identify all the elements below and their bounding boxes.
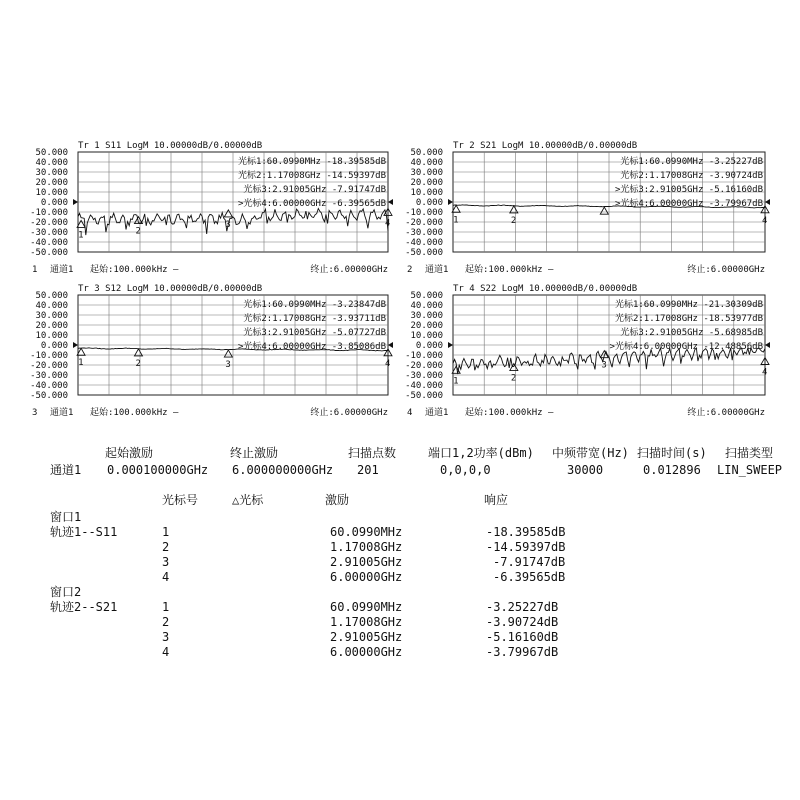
- panel-4-marker-4-tag: 4: [762, 367, 768, 378]
- w1-row3-resp: -7.91747dB: [493, 555, 566, 569]
- trace-1-label: 轨迹1--S11: [50, 525, 118, 539]
- summary-channel: 通道1: [50, 463, 82, 477]
- panel-1-ytick: -50.000: [30, 248, 68, 258]
- w1-row4-no: 4: [162, 570, 170, 584]
- panel-2-ytick: 30.000: [410, 168, 443, 178]
- panel-2-footer-channel: 通道1: [425, 265, 449, 275]
- w1-row1-stim: 60.0990MHz: [330, 525, 403, 539]
- panel-3-ytick: 0.000: [40, 341, 68, 351]
- panel-3-marker-4-tag: 4: [385, 358, 391, 369]
- panel-2-marker-4-tag: 4: [762, 215, 768, 226]
- panel-4-ytick: -30.000: [405, 371, 443, 381]
- window-1-label: 窗口1: [50, 510, 82, 524]
- panel-3-ref-right: [388, 342, 393, 348]
- panel-3-ytick: -10.000: [30, 351, 68, 361]
- panel-1-ytick: -10.000: [30, 208, 68, 218]
- panel-4-marker-3-tag: 3: [601, 360, 607, 371]
- panel-2-ytick: -50.000: [405, 248, 443, 258]
- trace-2-label: 轨迹2--S21: [50, 600, 118, 614]
- panel-2-ytick: 40.000: [410, 158, 443, 168]
- panel-3-marker-4-readout: >光标4:6.00000GHz -3.85086dB: [237, 342, 386, 352]
- val-stop-stim: 6.000000000GHz: [232, 463, 334, 477]
- panel-3-marker-3-tag: 3: [225, 360, 231, 371]
- panel-3-footer-stop: 终止:6.00000GHz: [310, 408, 388, 418]
- panel-4-footer-stop: 终止:6.00000GHz: [687, 408, 765, 418]
- panel-1-ytick: 20.000: [35, 178, 68, 188]
- panel-4-ytick: 40.000: [410, 301, 443, 311]
- panel-4-footer-num: 4: [407, 408, 413, 418]
- val-sweep-points: 201: [357, 463, 379, 477]
- w1-row2-no: 2: [162, 540, 170, 554]
- hdr-sweep-points: 扫描点数: [348, 446, 397, 460]
- val-sweep-time: 0.012896: [643, 463, 701, 477]
- panel-3-ytick: 10.000: [35, 331, 68, 341]
- panel-3-footer-num: 3: [32, 408, 38, 418]
- panel-2-ytick: -10.000: [405, 208, 443, 218]
- window-2-label: 窗口2: [50, 585, 82, 599]
- panel-1-footer-num: 1: [32, 265, 38, 275]
- panel-1-ref-left: [73, 199, 78, 205]
- val-port-power: 0,0,0,0: [440, 463, 491, 477]
- panel-1-marker-3-readout: 光标3:2.91005GHz -7.91747dB: [243, 185, 386, 195]
- panel-2-marker-2-tag: 2: [510, 215, 517, 226]
- hdr-sweep-type: 扫描类型: [725, 446, 774, 460]
- panel-2-marker-4-readout: >光标4:6.00000GHz -3.79967dB: [614, 199, 763, 209]
- w2-row3-resp: -5.16160dB: [486, 630, 559, 644]
- panel-1-footer-channel: 通道1: [50, 265, 74, 275]
- panel-4-marker-4-readout: >光标4:6.00000GHz -12.48856dB: [609, 342, 763, 352]
- panel-3-footer-channel: 通道1: [50, 408, 74, 418]
- panel-4-marker-1-readout: 光标1:60.0990MHz -21.30309dB: [614, 300, 763, 310]
- panel-3-marker-3-readout: 光标3:2.91005GHz -5.07727dB: [243, 328, 386, 338]
- panel-4-ytick: 50.000: [410, 291, 443, 301]
- val-start-stim: 0.000100000GHz: [107, 463, 209, 477]
- panel-3-ytick: 40.000: [35, 301, 68, 311]
- panel-3-marker-2-readout: 光标2:1.17008GHz -3.93711dB: [243, 314, 386, 324]
- w2-row3-stim: 2.91005GHz: [330, 630, 403, 644]
- panel-2-marker-1-tag: 1: [453, 215, 459, 226]
- panel-3-ytick: -50.000: [30, 391, 68, 401]
- panel-3-footer-start: 起始:100.000kHz —: [90, 408, 179, 418]
- panel-1-marker-2-readout: 光标2:1.17008GHz -14.59397dB: [237, 171, 386, 181]
- panel-1-marker-3-tag: 3: [225, 219, 231, 230]
- w2-row2-resp: -3.90724dB: [486, 615, 559, 629]
- panel-2-marker-3-readout: >光标3:2.91005GHz -5.16160dB: [614, 185, 763, 195]
- panel-4-marker-1-tag: 1: [453, 376, 459, 387]
- panel-3-marker-3: [224, 350, 232, 357]
- hdr-marker-no: 光标号: [162, 493, 199, 507]
- panel-2-marker-3: [600, 207, 608, 214]
- panel-4-ytick: 20.000: [410, 321, 443, 331]
- panel-3-ytick: 30.000: [35, 311, 68, 321]
- panel-1-marker-2-tag: 2: [135, 226, 141, 237]
- panel-1-marker-1-readout: 光标1:60.0990MHz -18.39585dB: [237, 157, 386, 167]
- panel-4-ytick: -50.000: [405, 391, 443, 401]
- w2-row4-resp: -3.79967dB: [486, 645, 559, 659]
- panel-1-marker-1-tag: 1: [78, 230, 84, 241]
- panel-3-marker-2-tag: 2: [135, 358, 141, 369]
- panel-4-marker-3-readout: 光标3:2.91005GHz -5.68985dB: [620, 328, 763, 338]
- panel-1-ytick: -20.000: [30, 218, 68, 228]
- w1-row3-no: 3: [162, 555, 170, 569]
- panel-4-marker-2: [510, 364, 518, 371]
- panel-2-ytick: -40.000: [405, 238, 443, 248]
- panel-2-ref-left: [448, 199, 453, 205]
- panel-3-ytick: -40.000: [30, 381, 68, 391]
- panel-1-ytick: -40.000: [30, 238, 68, 248]
- panel-4-ref-left: [448, 342, 453, 348]
- panel-1-ytick: 0.000: [40, 198, 68, 208]
- panel-1-ref-right: [388, 199, 393, 205]
- panel-2-header: Tr 2 S21 LogM 10.00000dB/0.00000dB: [453, 141, 638, 151]
- hdr-port-power: 端口1,2功率(dBm): [428, 446, 534, 460]
- w2-row2-stim: 1.17008GHz: [330, 615, 403, 629]
- panel-4-ytick: 30.000: [410, 311, 443, 321]
- panel-3-ytick: 20.000: [35, 321, 68, 331]
- panel-2-ytick: -30.000: [405, 228, 443, 238]
- val-if-bw: 30000: [567, 463, 604, 477]
- panel-1-header: Tr 1 S11 LogM 10.00000dB/0.00000dB: [78, 141, 263, 151]
- panel-3-ytick: -30.000: [30, 371, 68, 381]
- panel-3-marker-1-tag: 1: [78, 358, 84, 369]
- panel-1-ytick: 30.000: [35, 168, 68, 178]
- panel-4-marker-2-tag: 2: [510, 373, 517, 384]
- panel-2-ytick: 10.000: [410, 188, 443, 198]
- panel-4-ref-right: [765, 342, 770, 348]
- hdr-stop-stim: 终止激励: [230, 446, 279, 460]
- w1-row4-stim: 6.00000GHz: [330, 570, 403, 584]
- panel-2-footer-stop: 终止:6.00000GHz: [687, 265, 765, 275]
- panel-4-marker-2-readout: 光标2:1.17008GHz -18.53977dB: [614, 314, 763, 324]
- panel-3-ytick: 50.000: [35, 291, 68, 301]
- hdr-sweep-time: 扫描时间(s): [637, 446, 707, 460]
- panel-1-ytick: 10.000: [35, 188, 68, 198]
- w2-row1-resp: -3.25227dB: [486, 600, 559, 614]
- w1-row1-no: 1: [162, 525, 170, 539]
- panel-3-header: Tr 3 S12 LogM 10.00000dB/0.00000dB: [78, 284, 263, 294]
- panel-2-footer-num: 2: [407, 265, 413, 275]
- panel-1-marker-4-readout: >光标4:6.00000GHz -6.39565dB: [237, 199, 386, 209]
- panel-3-ref-left: [73, 342, 78, 348]
- marker-table: [0, 493, 800, 663]
- hdr-response: 响应: [484, 493, 509, 507]
- panel-3-ytick: -20.000: [30, 361, 68, 371]
- w2-row1-no: 1: [162, 600, 170, 614]
- w2-row3-no: 3: [162, 630, 170, 644]
- panel-4-ytick: -40.000: [405, 381, 443, 391]
- panel-1-footer-start: 起始:100.000kHz —: [90, 265, 179, 275]
- panel-4-footer-start: 起始:100.000kHz —: [465, 408, 554, 418]
- panel-2-ytick: -20.000: [405, 218, 443, 228]
- w1-row2-stim: 1.17008GHz: [330, 540, 403, 554]
- hdr-start-stim: 起始激励: [105, 446, 154, 460]
- w1-row3-stim: 2.91005GHz: [330, 555, 403, 569]
- w2-row4-stim: 6.00000GHz: [330, 645, 403, 659]
- panel-1-marker-4-tag: 4: [385, 218, 391, 229]
- panel-1-marker-3: [224, 210, 232, 217]
- panel-2-footer-start: 起始:100.000kHz —: [465, 265, 554, 275]
- panel-4-ytick: 10.000: [410, 331, 443, 341]
- panel-1-footer-stop: 终止:6.00000GHz: [310, 265, 388, 275]
- w1-row1-resp: -18.39585dB: [486, 525, 566, 539]
- w2-row2-no: 2: [162, 615, 170, 629]
- panel-2-marker-2-readout: 光标2:1.17008GHz -3.90724dB: [620, 171, 763, 181]
- w1-row4-resp: -6.39565dB: [493, 570, 566, 584]
- panel-4-ytick: 0.000: [415, 341, 443, 351]
- panel-2-ref-right: [765, 199, 770, 205]
- panel-1-ytick: -30.000: [30, 228, 68, 238]
- val-sweep-type: LIN_SWEEP: [717, 463, 783, 477]
- w2-row4-no: 4: [162, 645, 170, 659]
- hdr-stimulus: 激励: [325, 493, 350, 507]
- panel-2-ytick: 0.000: [415, 198, 443, 208]
- panel-2-marker-1-readout: 光标1:60.0990MHz -3.25227dB: [620, 157, 763, 167]
- panel-4-footer-channel: 通道1: [425, 408, 449, 418]
- panel-1-ytick: 40.000: [35, 158, 68, 168]
- w2-row1-stim: 60.0990MHz: [330, 600, 403, 614]
- panel-4-ytick: -20.000: [405, 361, 443, 371]
- panel-1-ytick: 50.000: [35, 148, 68, 158]
- panel-2-ytick: 50.000: [410, 148, 443, 158]
- panel-2-ytick: 20.000: [410, 178, 443, 188]
- sweep-summary: [0, 446, 800, 480]
- hdr-delta-marker: △光标: [232, 493, 264, 507]
- panel-4-header: Tr 4 S22 LogM 10.00000dB/0.00000dB: [453, 284, 638, 294]
- w1-row2-resp: -14.59397dB: [486, 540, 566, 554]
- hdr-if-bw: 中频带宽(Hz): [552, 446, 629, 460]
- panel-3-marker-1-readout: 光标1:60.0990MHz -3.23847dB: [243, 300, 386, 310]
- panel-4-ytick: -10.000: [405, 351, 443, 361]
